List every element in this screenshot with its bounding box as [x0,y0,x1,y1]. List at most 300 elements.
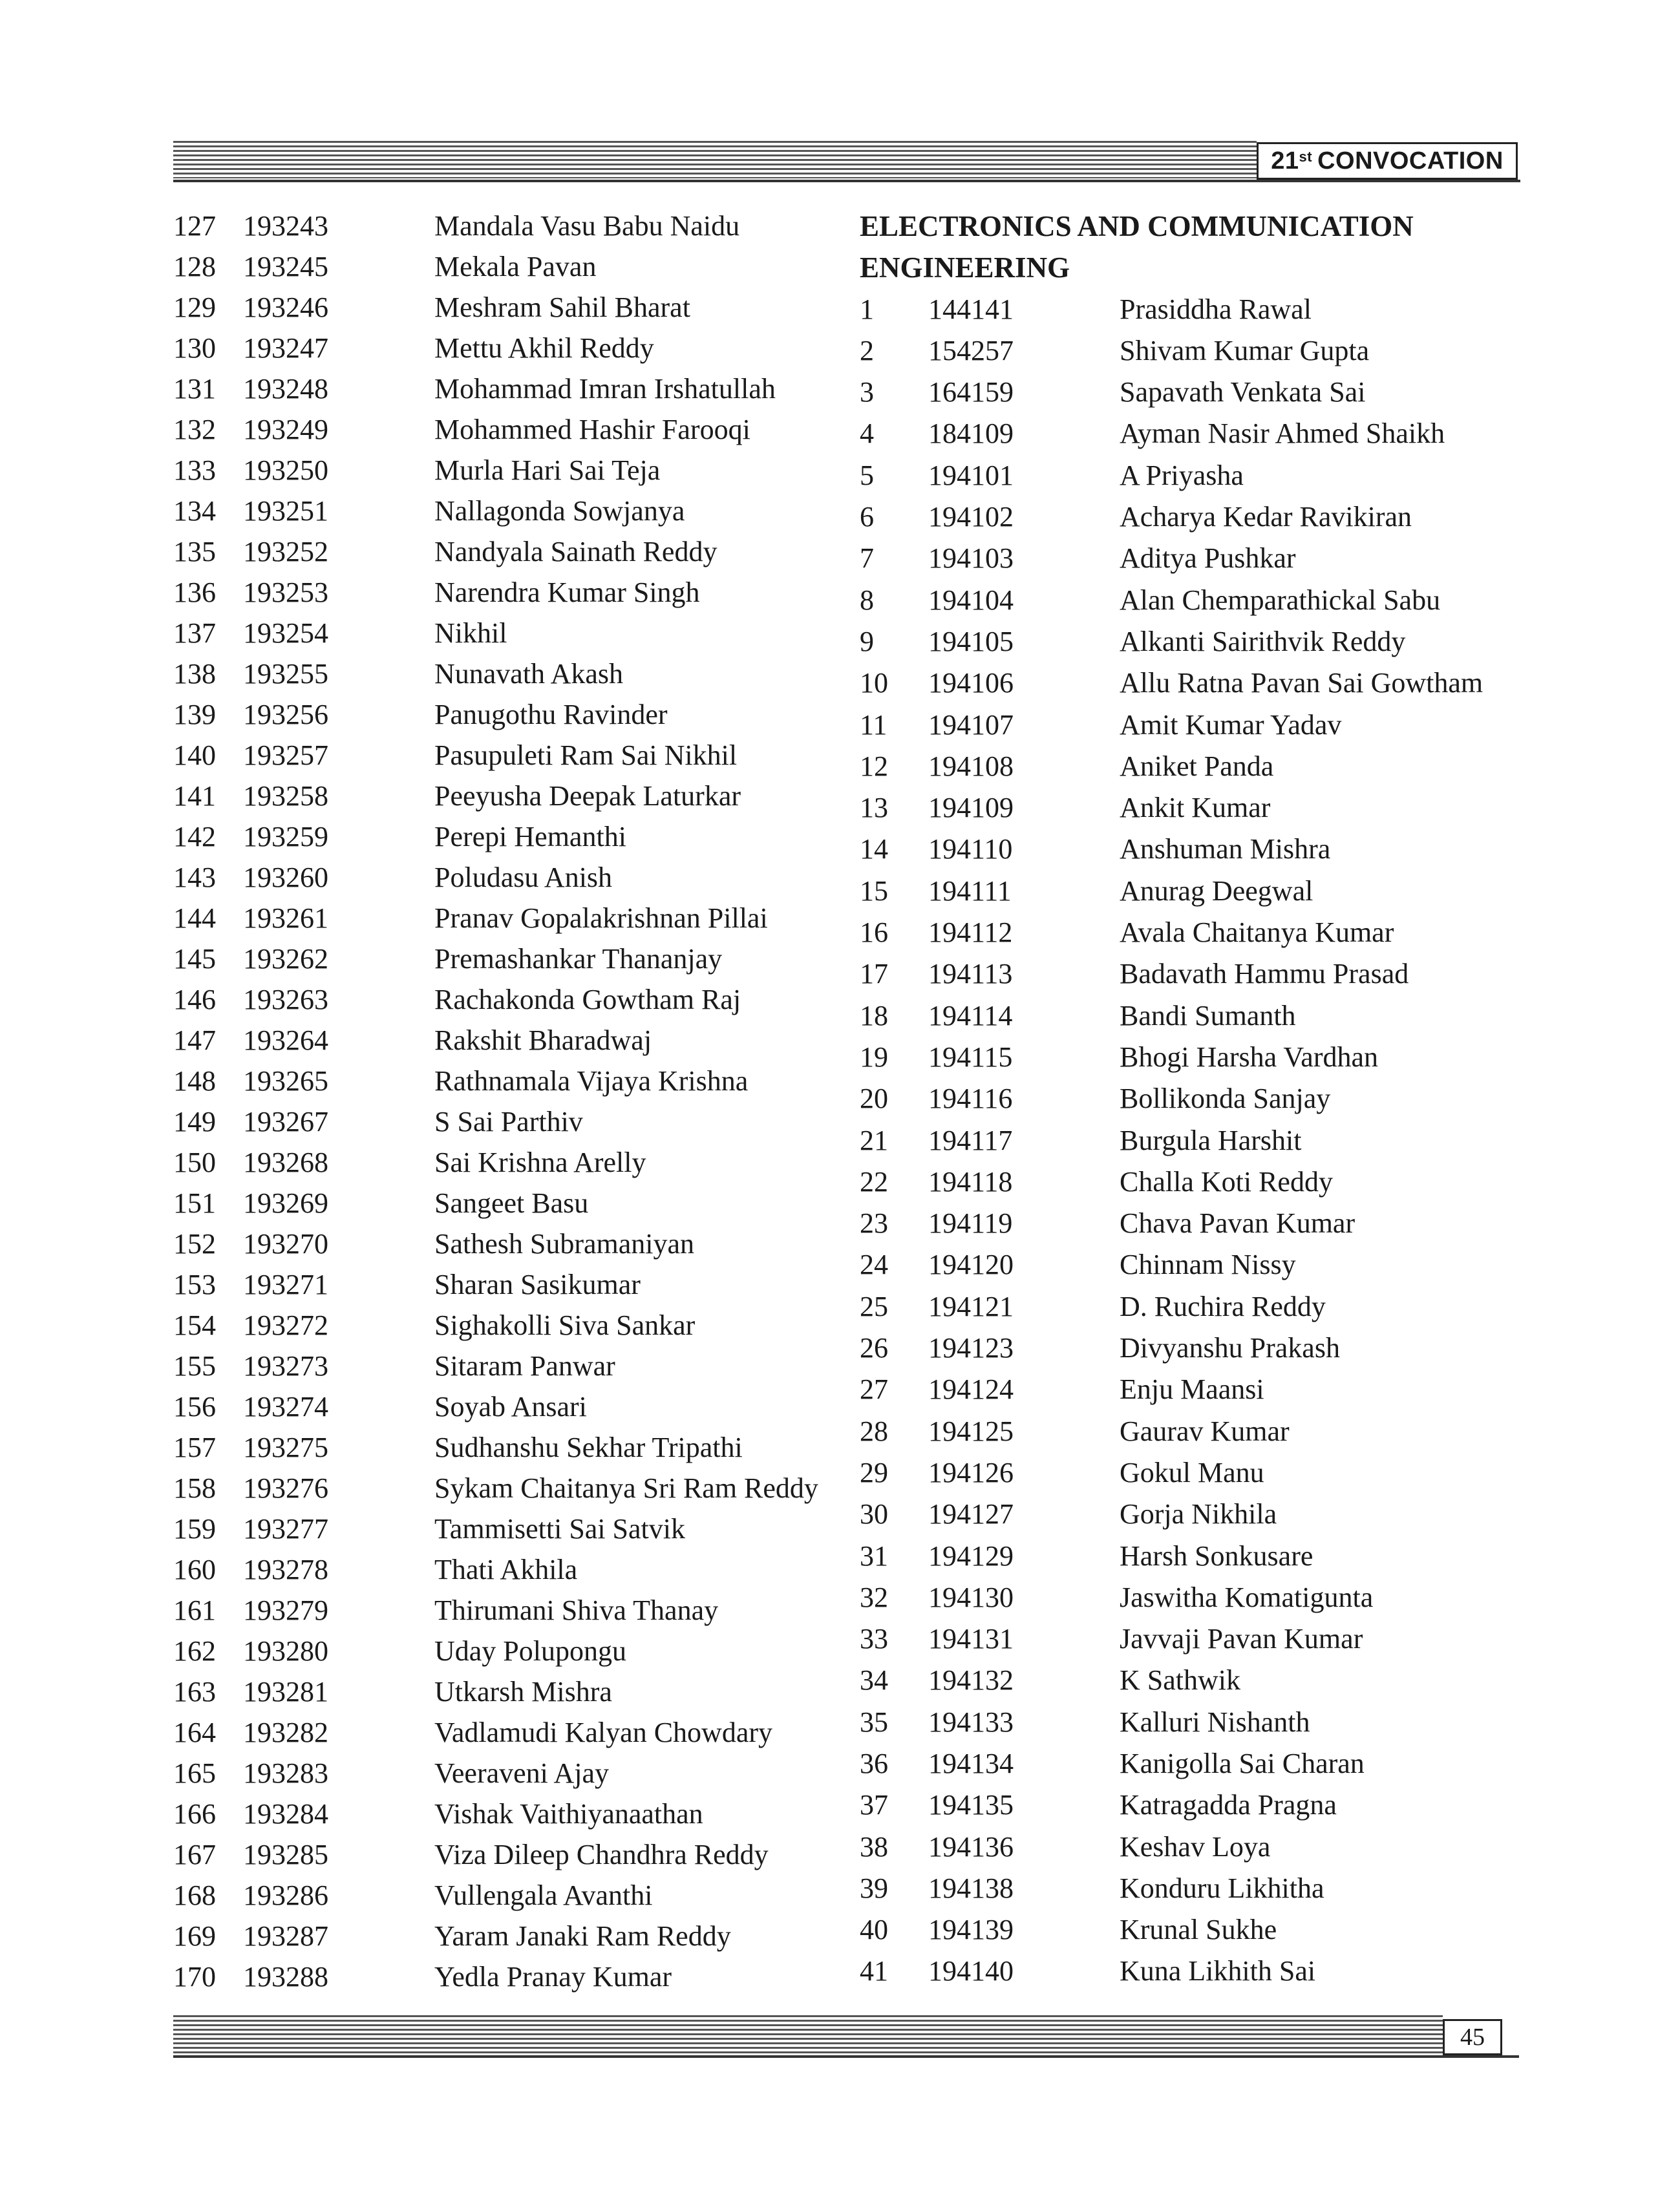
roll-number: 193276 [243,1472,328,1504]
table-row [173,1101,818,1142]
roll-number: 193249 [243,414,328,445]
student-name: Sharan Sasikumar [434,1269,641,1300]
student-name: Bollikonda Sanjay [1120,1083,1331,1115]
table-row [173,1549,818,1590]
student-name: Sapavath Venkata Sai [1120,376,1366,408]
roll-number: 194106 [928,667,1014,699]
serial-number: 167 [173,1839,216,1870]
table-row [860,1369,1483,1410]
table-row [173,572,818,613]
roll-number: 193257 [243,739,328,771]
roll-number: 193262 [243,943,328,975]
serial-number: 140 [173,739,216,771]
serial-number: 19 [860,1041,888,1073]
serial-number: 39 [860,1872,888,1904]
serial-number: 40 [860,1914,888,1946]
student-name: Mohammad Imran Irshatullah [434,373,776,405]
table-row [173,531,818,572]
roll-number: 194132 [928,1664,1014,1697]
roll-number: 193287 [243,1920,328,1952]
student-name: Mandala Vasu Babu Naidu [434,210,740,242]
serial-number: 137 [173,617,216,649]
serial-number: 147 [173,1024,216,1056]
serial-number: 132 [173,414,216,445]
table-row [860,580,1483,621]
table-row [173,1142,818,1183]
footer-rule [173,2055,1519,2058]
student-name: Rakshit Bharadwaj [434,1024,652,1056]
student-name: Gaurav Kumar [1120,1415,1290,1447]
student-name: Allu Ratna Pavan Sai Gowtham [1120,667,1483,699]
roll-number: 193275 [243,1432,328,1463]
serial-number: 32 [860,1581,888,1613]
serial-number: 139 [173,699,216,730]
student-name: Divyanshu Prakash [1120,1332,1340,1364]
table-row [860,1120,1483,1161]
serial-number: 1 [860,293,874,325]
convocation-label: CONVOCATION [1317,147,1504,175]
roll-number: 194121 [928,1290,1014,1322]
student-name: Narendra Kumar Singh [434,577,700,608]
roll-number: 194134 [928,1747,1014,1779]
roll-number: 154257 [928,334,1014,366]
roll-number: 194131 [928,1623,1014,1655]
serial-number: 134 [173,495,216,527]
student-name: Nallagonda Sowjanya [434,495,685,527]
table-row [173,1590,818,1631]
serial-number: 4 [860,418,874,450]
roll-number: 164159 [928,376,1014,408]
student-name: Premashankar Thananjay [434,943,723,975]
table-row [173,206,818,246]
roll-number: 194110 [928,833,1013,865]
roll-number: 193279 [243,1594,328,1626]
roll-number: 193263 [243,984,328,1015]
student-name: Rachakonda Gowtham Raj [434,984,741,1015]
table-row [860,621,1483,662]
serial-number: 163 [173,1676,216,1708]
student-name: Badavath Hammu Prasad [1120,958,1409,990]
student-name: Jaswitha Komatigunta [1120,1581,1374,1613]
convocation-number: 21 [1271,147,1299,175]
roll-number: 193278 [243,1554,328,1585]
roll-number: 194113 [928,958,1013,990]
serial-number: 20 [860,1083,888,1115]
table-row [173,1794,818,1834]
serial-number: 30 [860,1498,888,1530]
student-name: Sathesh Subramaniyan [434,1228,695,1260]
serial-number: 31 [860,1540,888,1572]
serial-number: 153 [173,1269,216,1300]
student-name: Sykam Chaitanya Sri Ram Reddy [434,1472,818,1504]
student-name: Ayman Nasir Ahmed Shaikh [1120,418,1445,450]
student-name: Vullengala Avanthi [434,1879,653,1911]
table-row [860,1826,1483,1868]
roll-number: 193252 [243,536,328,567]
roll-number: 193283 [243,1757,328,1789]
roll-number: 193253 [243,577,328,608]
header-decorative-lines [173,141,1257,178]
student-name: Thati Akhila [434,1554,578,1585]
student-name: Veeraveni Ajay [434,1757,609,1789]
serial-number: 133 [173,454,216,486]
student-name: Javvaji Pavan Kumar [1120,1623,1363,1655]
student-name: Tammisetti Sai Satvik [434,1513,686,1545]
serial-number: 25 [860,1290,888,1322]
serial-number: 9 [860,625,874,657]
roll-number: 194109 [928,792,1014,824]
table-row [860,1161,1483,1203]
roll-number: 193274 [243,1391,328,1423]
table-row [173,776,818,816]
table-row [860,1328,1483,1369]
table-row [860,496,1483,538]
roll-number: 194120 [928,1249,1014,1281]
student-name: Sighakolli Siva Sankar [434,1309,696,1341]
student-name: Sangeet Basu [434,1187,589,1219]
serial-number: 10 [860,667,888,699]
table-row [173,694,818,735]
roll-number: 193286 [243,1879,328,1911]
student-name: Perepi Hemanthi [434,821,626,852]
serial-number: 13 [860,792,888,824]
table-row [173,1508,818,1549]
table-row [173,1427,818,1468]
serial-number: 3 [860,376,874,408]
student-name: Katragadda Pragna [1120,1789,1337,1821]
student-name: Acharya Kedar Ravikiran [1120,501,1412,533]
student-name: Alkanti Sairithvik Reddy [1120,625,1406,657]
table-row [860,1452,1483,1494]
roll-number: 193267 [243,1106,328,1138]
student-name: Konduru Likhitha [1120,1872,1324,1904]
roll-number: 193261 [243,902,328,934]
serial-number: 38 [860,1830,888,1863]
roll-number: 194124 [928,1373,1014,1406]
student-name: Gorja Nikhila [1120,1498,1277,1530]
serial-number: 7 [860,542,874,575]
table-row [173,1875,818,1916]
student-name: Soyab Ansari [434,1391,587,1423]
student-name: Nandyala Sainath Reddy [434,536,718,567]
student-name: Vadlamudi Kalyan Chowdary [434,1717,772,1748]
serial-number: 151 [173,1187,216,1219]
roll-number: 194136 [928,1830,1014,1863]
student-name: Vishak Vaithiyanaathan [434,1798,703,1830]
serial-number: 2 [860,334,874,366]
roll-number: 194123 [928,1332,1014,1364]
student-name: Bhogi Harsha Vardhan [1120,1041,1378,1073]
table-row [173,368,818,409]
table-row [173,1061,818,1101]
serial-number: 145 [173,943,216,975]
student-name: Peeyusha Deepak Laturkar [434,780,741,812]
serial-number: 15 [860,874,888,907]
table-row [860,953,1483,995]
serial-number: 29 [860,1456,888,1488]
table-row [860,871,1483,912]
table-row [173,1264,818,1305]
table-row [173,1346,818,1386]
table-row [860,1286,1483,1328]
table-row [860,704,1483,746]
table-row [860,1909,1483,1951]
serial-number: 156 [173,1391,216,1423]
serial-number: 33 [860,1623,888,1655]
serial-number: 142 [173,821,216,852]
serial-number: 148 [173,1065,216,1097]
roll-number: 193277 [243,1513,328,1545]
table-row [860,372,1483,413]
table-row [173,1834,818,1875]
table-row [173,1631,818,1671]
student-name: Prasiddha Rawal [1120,293,1312,325]
student-name: Uday Polupongu [434,1635,626,1667]
serial-number: 27 [860,1373,888,1406]
serial-number: 21 [860,1124,888,1156]
roll-number: 193285 [243,1839,328,1870]
serial-number: 12 [860,750,888,782]
student-name: Enju Maansi [1120,1373,1264,1406]
student-name: Nikhil [434,617,507,649]
roll-number: 193251 [243,495,328,527]
serial-number: 166 [173,1798,216,1830]
student-name: Rathnamala Vijaya Krishna [434,1065,749,1097]
serial-number: 143 [173,862,216,893]
table-row [860,995,1483,1037]
serial-number: 158 [173,1472,216,1504]
serial-number: 138 [173,658,216,690]
student-name: Kanigolla Sai Charan [1120,1747,1365,1779]
serial-number: 14 [860,833,888,865]
roll-number: 193282 [243,1717,328,1748]
serial-number: 150 [173,1147,216,1178]
student-name: Mekala Pavan [434,251,597,282]
table-row [860,1868,1483,1909]
roll-number: 193248 [243,373,328,405]
section-title-line-1: ELECTRONICS AND COMMUNICATION [860,210,1414,242]
table-row [860,1577,1483,1618]
table-row [173,1712,818,1753]
roll-number: 193256 [243,699,328,730]
serial-number: 127 [173,210,216,242]
roll-number: 193259 [243,821,328,852]
serial-number: 152 [173,1228,216,1260]
student-name: Mettu Akhil Reddy [434,332,654,364]
serial-number: 157 [173,1432,216,1463]
roll-number: 193260 [243,862,328,893]
student-name: D. Ruchira Reddy [1120,1290,1326,1322]
roll-number: 193269 [243,1187,328,1219]
student-name: Krunal Sukhe [1120,1914,1277,1946]
serial-number: 41 [860,1955,888,1987]
serial-number: 11 [860,708,888,741]
serial-number: 16 [860,916,888,949]
serial-number: 165 [173,1757,216,1789]
serial-number: 164 [173,1717,216,1748]
student-name: Utkarsh Mishra [434,1676,612,1708]
student-name: Yaram Janaki Ram Reddy [434,1920,731,1952]
roll-number: 193272 [243,1309,328,1341]
serial-number: 141 [173,780,216,812]
serial-number: 146 [173,984,216,1015]
roll-number: 194105 [928,625,1014,657]
roll-number: 193247 [243,332,328,364]
roll-number: 194135 [928,1789,1014,1821]
roll-number: 193271 [243,1269,328,1300]
roll-number: 193281 [243,1676,328,1708]
student-name: Sai Krishna Arelly [434,1147,646,1178]
roll-number: 194133 [928,1706,1014,1738]
serial-number: 168 [173,1879,216,1911]
roll-number: 193255 [243,658,328,690]
student-name: Anurag Deegwal [1120,874,1313,907]
serial-number: 160 [173,1554,216,1585]
table-row [860,1784,1483,1826]
roll-number: 193243 [243,210,328,242]
table-row [173,1183,818,1223]
student-name: Panugothu Ravinder [434,699,668,730]
student-name: Sitaram Panwar [434,1350,615,1382]
table-row [860,289,1483,330]
table-row [173,898,818,938]
table-row [173,653,818,694]
convocation-badge [1257,142,1518,180]
roll-number: 193265 [243,1065,328,1097]
roll-number: 193280 [243,1635,328,1667]
table-row [860,538,1483,579]
roll-number: 194140 [928,1955,1014,1987]
serial-number: 34 [860,1664,888,1697]
table-row [860,1618,1483,1660]
serial-number: 17 [860,958,888,990]
table-row [173,409,818,450]
serial-number: 169 [173,1920,216,1952]
serial-number: 162 [173,1635,216,1667]
right-column-list [860,206,1483,1993]
student-name: K Sathwik [1120,1664,1240,1697]
serial-number: 136 [173,577,216,608]
roll-number: 194130 [928,1581,1014,1613]
student-name: Chava Pavan Kumar [1120,1207,1356,1240]
roll-number: 193258 [243,780,328,812]
table-row [860,829,1483,870]
table-row [860,662,1483,704]
table-row [860,1494,1483,1535]
table-row [173,735,818,776]
serial-number: 24 [860,1249,888,1281]
student-name: Pasupuleti Ram Sai Nikhil [434,739,738,771]
table-row [860,746,1483,787]
table-row [173,857,818,898]
student-name: Nunavath Akash [434,658,624,690]
table-row [860,413,1483,454]
table-row [173,328,818,368]
roll-number: 194103 [928,542,1014,575]
roll-number: 193270 [243,1228,328,1260]
student-name: Alan Chemparathickal Sabu [1120,584,1441,616]
table-row [173,816,818,857]
serial-number: 170 [173,1961,216,1993]
student-name: Mohammed Hashir Farooqi [434,414,750,445]
roll-number: 193264 [243,1024,328,1056]
table-row [173,1223,818,1264]
serial-number: 5 [860,459,874,491]
serial-number: 135 [173,536,216,567]
serial-number: 26 [860,1332,888,1364]
student-name: Murla Hari Sai Teja [434,454,661,486]
student-name: Burgula Harshit [1120,1124,1302,1156]
roll-number: 194126 [928,1456,1014,1488]
serial-number: 128 [173,251,216,282]
table-row [860,1702,1483,1743]
student-name: Anshuman Mishra [1120,833,1331,865]
left-column-list [173,206,818,1997]
table-row [860,912,1483,953]
table-row [173,1956,818,1997]
table-row [173,1305,818,1346]
serial-number: 154 [173,1309,216,1341]
serial-number: 144 [173,902,216,934]
student-name: Harsh Sonkusare [1120,1540,1313,1572]
student-name: Gokul Manu [1120,1456,1264,1488]
student-name: Thirumani Shiva Thanay [434,1594,719,1626]
roll-number: 194116 [928,1083,1013,1115]
section-title-line-2: ENGINEERING [860,251,1070,284]
student-name: Pranav Gopalakrishnan Pillai [434,902,768,934]
table-row [173,1386,818,1427]
student-name: A Priyasha [1120,459,1244,491]
serial-number: 155 [173,1350,216,1382]
serial-number: 130 [173,332,216,364]
student-name: Challa Koti Reddy [1120,1165,1333,1198]
table-row [860,1078,1483,1119]
table-row [860,1743,1483,1784]
student-name: S Sai Parthiv [434,1106,583,1138]
roll-number: 193245 [243,251,328,282]
student-name: Bandi Sumanth [1120,999,1296,1032]
table-row [860,1411,1483,1452]
student-name: Aditya Pushkar [1120,542,1296,575]
table-row [173,613,818,653]
roll-number: 194118 [928,1165,1013,1198]
header-rule [173,180,1520,182]
serial-number: 37 [860,1789,888,1821]
serial-number: 159 [173,1513,216,1545]
roll-number: 194101 [928,459,1014,491]
table-row [860,1203,1483,1244]
roll-number: 193273 [243,1350,328,1382]
serial-number: 22 [860,1165,888,1198]
table-row [173,1671,818,1712]
roll-number: 194102 [928,501,1014,533]
student-name: Amit Kumar Yadav [1120,708,1342,741]
student-name: Viza Dileep Chandhra Reddy [434,1839,769,1870]
table-row [860,455,1483,496]
student-name: Kuna Likhith Sai [1120,1955,1316,1987]
table-row [173,287,818,328]
student-name: Poludasu Anish [434,862,613,893]
roll-number: 194112 [928,916,1013,949]
serial-number: 161 [173,1594,216,1626]
right-rows [860,289,1483,1993]
table-row [173,1916,818,1956]
table-row [173,938,818,979]
table-row [860,1244,1483,1286]
student-name: Keshav Loya [1120,1830,1271,1863]
table-row [860,1536,1483,1577]
serial-number: 23 [860,1207,888,1240]
